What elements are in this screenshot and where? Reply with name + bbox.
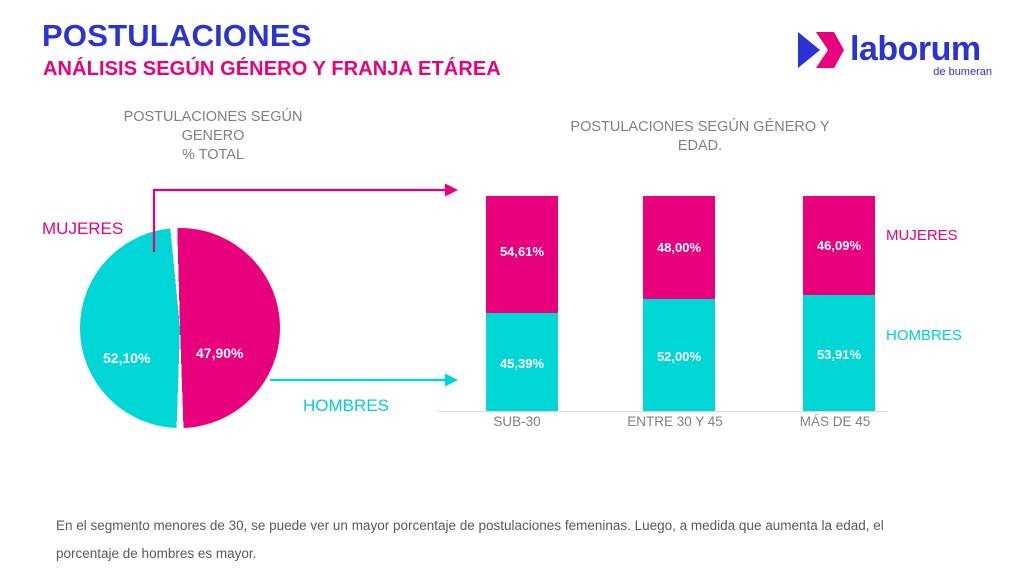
bar-chart-axis <box>438 411 888 412</box>
bar-category-masde45: MÁS DE 45 <box>799 414 871 429</box>
bar-column-sub30 <box>486 196 558 411</box>
bar-segment-mujeres-sub30 <box>486 196 558 313</box>
bar-value-hombres-masde45: 53,91% <box>816 347 862 362</box>
bar-segment-hombres-masde45 <box>803 295 875 411</box>
bar-value-mujeres-entre30y45: 48,00% <box>656 240 702 255</box>
pie-caption-line-3: % TOTAL <box>181 147 245 163</box>
bar-category-sub30: SUB-30 <box>493 414 541 429</box>
pie-chart-caption <box>108 108 318 165</box>
bar-segment-hombres-sub30 <box>486 313 558 411</box>
pie-value-hombres: 47,90% <box>196 345 244 361</box>
bar-column-masde45 <box>803 196 875 411</box>
pie-caption-line-2: GENERO <box>181 128 245 144</box>
bar-segment-mujeres-entre30y45 <box>643 196 715 299</box>
bar-value-mujeres-masde45: 46,09% <box>816 238 862 253</box>
bar-segment-mujeres-masde45 <box>803 196 875 295</box>
bar-value-hombres-entre30y45: 52,00% <box>656 349 702 364</box>
laborum-logo <box>794 22 994 80</box>
bar-column-entre30y45 <box>643 196 715 411</box>
bar-value-mujeres-sub30: 54,61% <box>499 244 545 259</box>
logo-wordmark: laborum <box>850 30 981 68</box>
bar-caption-line-2: EDAD. <box>677 138 723 154</box>
bar-chart-caption <box>545 118 855 156</box>
chevron-logo-icon <box>794 28 846 72</box>
page-title: POSTULACIONES <box>42 18 312 53</box>
page-subtitle: ANÁLISIS SEGÚN GÉNERO Y FRANJA ETÁREA <box>43 58 501 80</box>
logo-tagline: de bumeran <box>933 66 992 78</box>
bar-caption-line-1: POSTULACIONES SEGÚN GÉNERO Y <box>570 119 830 135</box>
bar-legend-mujeres: MUJERES <box>886 227 958 244</box>
bar-legend-hombres: HOMBRES <box>886 327 962 344</box>
bar-segment-hombres-entre30y45 <box>643 299 715 411</box>
pie-caption-line-1: POSTULACIONES SEGÚN <box>123 109 303 125</box>
connector-arrows <box>150 180 480 410</box>
pie-value-mujeres: 52,10% <box>103 350 151 366</box>
footnote-text: En el segmento menores de 30, se puede ver un mayor porcentaje de postulaciones femeninas. Luego, a medida que aumenta la edad, el porcentaje de hombres es mayor. <box>56 518 884 561</box>
pie-legend-mujeres: MUJERES <box>42 219 124 238</box>
bar-chart <box>438 196 898 411</box>
pie-legend-hombres: HOMBRES <box>303 396 389 415</box>
bar-value-hombres-sub30: 45,39% <box>499 356 545 371</box>
bar-category-entre30y45: ENTRE 30 Y 45 <box>627 414 723 429</box>
